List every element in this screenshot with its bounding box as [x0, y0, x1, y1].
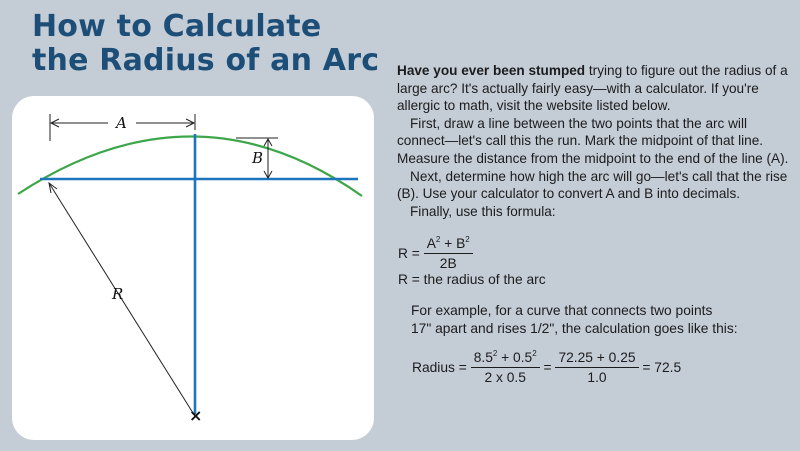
- paragraph-finally: Finally, use this formula:: [410, 203, 556, 219]
- formula-denominator: 2B: [439, 256, 457, 271]
- radius-arrow: [49, 183, 57, 193]
- paragraph-next: Next, determine how high the arc will go—let's call that the rise (B). Use your calculator to convert A and B into decimals.: [397, 168, 788, 202]
- formula-numerator: [424, 236, 473, 254]
- formula-b-square: 2: [465, 235, 470, 244]
- center-mark: ×: [189, 406, 203, 425]
- calc-square-2: 2: [532, 349, 537, 358]
- label-r: R: [112, 285, 124, 303]
- calc-label: Radius =: [412, 360, 467, 375]
- formula-definition: R = the radius of the arc: [398, 272, 546, 287]
- label-a: A: [116, 114, 127, 132]
- calc-result: = 72.5: [642, 360, 682, 375]
- example-line-2: 17" apart and rises 1/2", the calculation goes like this:: [411, 321, 738, 336]
- title-line-1: How to Calculate: [32, 9, 322, 44]
- formula-a-square: 2: [435, 235, 441, 244]
- formula-a: A: [426, 236, 436, 251]
- radius-formula: [398, 236, 473, 271]
- calc-denominator-1: 2 x 0.5: [484, 370, 526, 385]
- example-calculation: [412, 350, 681, 385]
- example-line-1: For example, for a curve that connects two points: [411, 303, 713, 318]
- calc-numerator-2: 72.25 + 0.25: [555, 350, 638, 368]
- paragraph-first: First, draw a line between the two points that the arc will connect—let's call this the run. Mark the midpoint of that line. Measure the distance from the midpoint to the end of the line (A).: [397, 115, 789, 166]
- page-title: [32, 10, 379, 78]
- article-text: [397, 62, 791, 220]
- formula-plus-b: + B: [440, 236, 466, 251]
- calc-square-1: 2: [492, 349, 498, 358]
- calc-term-1: 8.5: [473, 350, 493, 365]
- arc-curve: [18, 136, 362, 196]
- intro-rest: trying to figure out the radius of a large arc? It's actually fairly easy—with a calculator. If you're allergic to math, visit the website listed below.: [397, 63, 788, 114]
- formula-lhs: R =: [398, 246, 420, 261]
- intro-lead: Have you ever been stumped: [397, 63, 586, 78]
- formula-fraction: [424, 236, 473, 271]
- intro-paragraph: [397, 62, 791, 115]
- calc-numerator-1: [471, 350, 540, 368]
- calc-denominator-2: 1.0: [587, 370, 607, 385]
- calc-fraction-1: [471, 350, 540, 385]
- arc-diagram-card: [12, 96, 374, 440]
- arc-diagram: [12, 96, 374, 440]
- calc-fraction-2: [555, 350, 638, 385]
- example-text: [411, 302, 738, 338]
- calc-term-2: + 0.5: [497, 350, 533, 365]
- calc-equals: =: [543, 360, 552, 375]
- title-line-2: the Radius of an Arc: [32, 43, 380, 78]
- label-b: B: [252, 149, 264, 167]
